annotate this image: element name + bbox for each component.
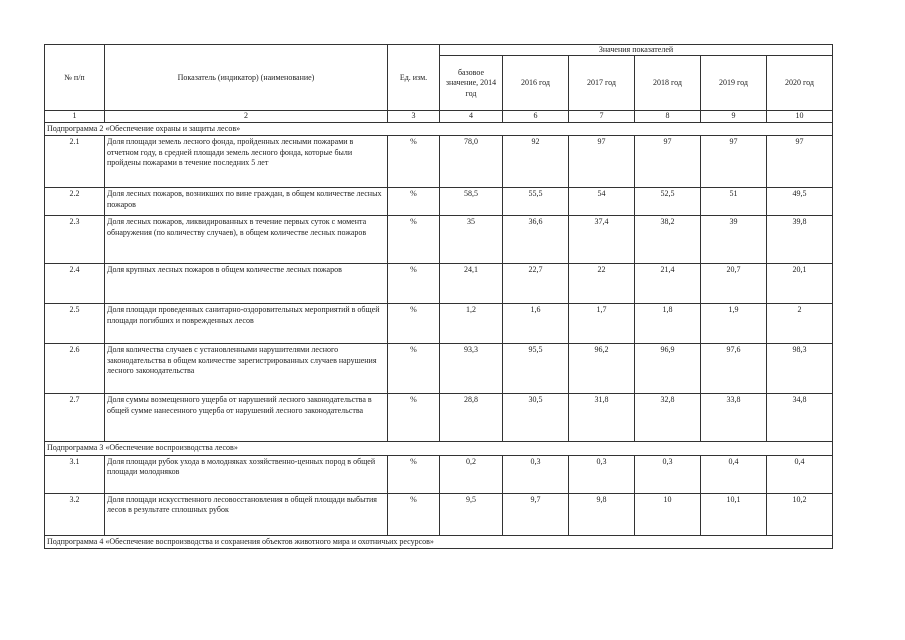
table-row bbox=[45, 216, 833, 264]
value-2016: 92 bbox=[503, 136, 569, 188]
value-2017: 22 bbox=[569, 264, 635, 304]
value-base: 28,8 bbox=[440, 394, 503, 442]
value-2017: 9,8 bbox=[569, 493, 635, 535]
header-year-2016: 2016 год bbox=[503, 56, 569, 111]
header-year-base: базовое значение, 2014 год bbox=[440, 56, 503, 111]
colnum: 10 bbox=[767, 111, 833, 122]
value-2020: 10,2 bbox=[767, 493, 833, 535]
value-2016: 55,5 bbox=[503, 188, 569, 216]
table-row bbox=[45, 304, 833, 344]
table-row bbox=[45, 188, 833, 216]
value-2016: 9,7 bbox=[503, 493, 569, 535]
value-2019: 33,8 bbox=[701, 394, 767, 442]
row-unit: % bbox=[388, 304, 440, 344]
row-indicator-name: Доля количества случаев с установленными нарушителями лесного законодательства в общем количестве зарегистрированных случаев нарушения лесного законодательства bbox=[105, 344, 388, 394]
value-2018: 97 bbox=[635, 136, 701, 188]
subprogram-2-rows bbox=[45, 136, 833, 442]
indicators-table bbox=[44, 44, 833, 549]
value-2018: 38,2 bbox=[635, 216, 701, 264]
subprogram-2-title: Подпрограмма 2 «Обеспечение охраны и защиты лесов» bbox=[45, 122, 833, 135]
value-2017: 31,8 bbox=[569, 394, 635, 442]
value-base: 24,1 bbox=[440, 264, 503, 304]
subprogram-3-title: Подпрограмма 3 «Обеспечение воспроизводства лесов» bbox=[45, 442, 833, 455]
value-2019: 97,6 bbox=[701, 344, 767, 394]
table-row bbox=[45, 344, 833, 394]
value-base: 93,3 bbox=[440, 344, 503, 394]
value-2018: 52,5 bbox=[635, 188, 701, 216]
table-row bbox=[45, 136, 833, 188]
row-unit: % bbox=[388, 264, 440, 304]
header-year-2018: 2018 год bbox=[635, 56, 701, 111]
header-values-group: Значения показателей bbox=[440, 45, 833, 56]
value-2020: 2 bbox=[767, 304, 833, 344]
value-2018: 1,8 bbox=[635, 304, 701, 344]
colnum: 6 bbox=[503, 111, 569, 122]
value-base: 1,2 bbox=[440, 304, 503, 344]
value-2017: 0,3 bbox=[569, 455, 635, 493]
row-indicator-name: Доля суммы возмещенного ущерба от нарушений лесного законодательства в общей сумме нанесенного ущерба от нарушений лесного законодательства bbox=[105, 394, 388, 442]
header-year-2017: 2017 год bbox=[569, 56, 635, 111]
row-number: 3.1 bbox=[45, 455, 105, 493]
value-2016: 0,3 bbox=[503, 455, 569, 493]
value-2016: 36,6 bbox=[503, 216, 569, 264]
row-unit: % bbox=[388, 493, 440, 535]
value-2020: 20,1 bbox=[767, 264, 833, 304]
value-2019: 20,7 bbox=[701, 264, 767, 304]
value-base: 0,2 bbox=[440, 455, 503, 493]
subprogram-row bbox=[45, 442, 833, 455]
row-number: 2.6 bbox=[45, 344, 105, 394]
row-number: 2.7 bbox=[45, 394, 105, 442]
value-2020: 98,3 bbox=[767, 344, 833, 394]
value-2017: 37,4 bbox=[569, 216, 635, 264]
value-2016: 1,6 bbox=[503, 304, 569, 344]
value-2018: 0,3 bbox=[635, 455, 701, 493]
table-row bbox=[45, 455, 833, 493]
header-num: № п/п bbox=[45, 45, 105, 111]
row-number: 2.1 bbox=[45, 136, 105, 188]
colnum: 2 bbox=[105, 111, 388, 122]
row-indicator-name: Доля крупных лесных пожаров в общем количестве лесных пожаров bbox=[105, 264, 388, 304]
row-unit: % bbox=[388, 344, 440, 394]
value-base: 78,0 bbox=[440, 136, 503, 188]
value-2016: 30,5 bbox=[503, 394, 569, 442]
value-2019: 51 bbox=[701, 188, 767, 216]
table-row bbox=[45, 264, 833, 304]
row-unit: % bbox=[388, 394, 440, 442]
row-number: 3.2 bbox=[45, 493, 105, 535]
colnum: 4 bbox=[440, 111, 503, 122]
subprogram-3-rows bbox=[45, 455, 833, 535]
header-unit: Ед. изм. bbox=[388, 45, 440, 111]
row-indicator-name: Доля площади искусственного лесовосстановления в общей площади выбытия лесов в результате сплошных рубок bbox=[105, 493, 388, 535]
value-base: 35 bbox=[440, 216, 503, 264]
value-base: 58,5 bbox=[440, 188, 503, 216]
row-unit: % bbox=[388, 455, 440, 493]
header-indicator: Показатель (индикатор) (наименование) bbox=[105, 45, 388, 111]
colnum: 3 bbox=[388, 111, 440, 122]
row-indicator-name: Доля лесных пожаров, возникших по вине граждан, в общем количестве лесных пожаров bbox=[105, 188, 388, 216]
subprogram-row bbox=[45, 122, 833, 135]
value-2020: 97 bbox=[767, 136, 833, 188]
row-indicator-name: Доля лесных пожаров, ликвидированных в течение первых суток с момента обнаружения (по количеству случаев), в общем количестве лесных пожаров bbox=[105, 216, 388, 264]
colnum: 8 bbox=[635, 111, 701, 122]
row-indicator-name: Доля площади земель лесного фонда, пройденных лесными пожарами в отчетном году, в средней площади земель лесного фонда, которые были пройдены пожарами в течение последних 5 лет bbox=[105, 136, 388, 188]
value-2017: 1,7 bbox=[569, 304, 635, 344]
header-year-2019: 2019 год bbox=[701, 56, 767, 111]
value-2017: 97 bbox=[569, 136, 635, 188]
table-row bbox=[45, 493, 833, 535]
value-2019: 39 bbox=[701, 216, 767, 264]
value-2020: 39,8 bbox=[767, 216, 833, 264]
value-2019: 97 bbox=[701, 136, 767, 188]
value-base: 9,5 bbox=[440, 493, 503, 535]
value-2017: 54 bbox=[569, 188, 635, 216]
row-unit: % bbox=[388, 136, 440, 188]
header-year-2020: 2020 год bbox=[767, 56, 833, 111]
value-2016: 95,5 bbox=[503, 344, 569, 394]
value-2016: 22,7 bbox=[503, 264, 569, 304]
value-2019: 10,1 bbox=[701, 493, 767, 535]
row-indicator-name: Доля площади рубок ухода в молодняках хозяйственно-ценных пород в общей площади молодняков bbox=[105, 455, 388, 493]
row-unit: % bbox=[388, 188, 440, 216]
value-2018: 96,9 bbox=[635, 344, 701, 394]
column-numbers-row bbox=[45, 111, 833, 122]
row-number: 2.5 bbox=[45, 304, 105, 344]
row-indicator-name: Доля площади проведенных санитарно-оздоровительных мероприятий в общей площади погибших и поврежденных лесов bbox=[105, 304, 388, 344]
row-number: 2.3 bbox=[45, 216, 105, 264]
row-number: 2.2 bbox=[45, 188, 105, 216]
subprogram-4-title: Подпрограмма 4 «Обеспечение воспроизводства и сохранения объектов животного мира и охотничьих ресурсов» bbox=[45, 535, 833, 548]
value-2020: 34,8 bbox=[767, 394, 833, 442]
value-2018: 32,8 bbox=[635, 394, 701, 442]
header-row-1 bbox=[45, 45, 833, 56]
value-2019: 1,9 bbox=[701, 304, 767, 344]
colnum: 9 bbox=[701, 111, 767, 122]
row-number: 2.4 bbox=[45, 264, 105, 304]
value-2019: 0,4 bbox=[701, 455, 767, 493]
table-row bbox=[45, 394, 833, 442]
colnum: 7 bbox=[569, 111, 635, 122]
row-unit: % bbox=[388, 216, 440, 264]
value-2020: 0,4 bbox=[767, 455, 833, 493]
value-2018: 10 bbox=[635, 493, 701, 535]
subprogram-row bbox=[45, 535, 833, 548]
value-2017: 96,2 bbox=[569, 344, 635, 394]
value-2018: 21,4 bbox=[635, 264, 701, 304]
value-2020: 49,5 bbox=[767, 188, 833, 216]
colnum: 1 bbox=[45, 111, 105, 122]
